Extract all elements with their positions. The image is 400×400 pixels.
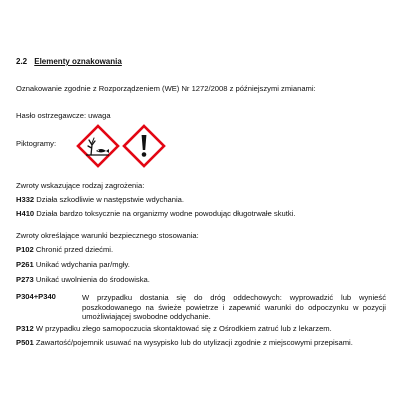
precaution-code: P312: [16, 324, 34, 333]
precaution-code: P501: [16, 338, 34, 347]
precaution-code: P102: [16, 245, 34, 254]
precaution-code: P273: [16, 275, 34, 284]
precaution-text: W przypadku złego samopoczucia skontaktować się z Ośrodkiem zatruć lub z lekarzem.: [35, 324, 332, 333]
hazard-code: H332: [16, 195, 35, 204]
hazard-statement: [16, 210, 295, 219]
precautionary-statement: [16, 246, 113, 255]
hazard-statements-label: Zwroty wskazujące rodzaj zagrożenia:: [16, 181, 145, 190]
pictogram-row: [76, 124, 166, 168]
precautionary-statement: [16, 261, 130, 270]
precaution-text: Unikać wdychania par/mgły.: [35, 260, 130, 269]
precautionary-statement: [16, 339, 353, 348]
hazard-text: Działa bardzo toksycznie na organizmy wodne powodując długotrwałe skutki.: [36, 209, 296, 218]
precautionary-statement: [16, 276, 150, 285]
precaution-text: W przypadku dostania się do dróg oddechowych: wyprowadzić lub wynieść poszkodowanego na świeże powietrze i zapewnić warunki do odpoczynku w pozycji umożliwiającej swobodne oddychanie.: [82, 293, 386, 322]
hazard-text: Działa szkodliwie w następstwie wdychania.: [36, 195, 185, 204]
precaution-text: Chronić przed dziećmi.: [35, 245, 114, 254]
hazard-statement: [16, 196, 184, 205]
precautionary-statements-label: Zwroty określające warunki bezpiecznego stosowania:: [16, 231, 199, 240]
signal-word: Hasło ostrzegawcze: uwaga: [16, 111, 111, 120]
section-number: 2.2: [16, 57, 28, 66]
section-title: Elementy oznakowania: [34, 57, 122, 66]
precautionary-statement: [16, 325, 332, 334]
precaution-text: Zawartość/pojemnik usuwać na wysypisko lub do utylizacji zgodnie z miejscowymi przepisami.: [35, 338, 353, 347]
precaution-code: P304+P340: [16, 292, 56, 301]
hazard-code: H410: [16, 209, 35, 218]
section-heading: [16, 57, 122, 66]
precaution-text: Unikać uwolnienia do środowiska.: [35, 275, 150, 284]
intro-text: Oznakowanie zgodnie z Rozporządzeniem (WE) Nr 1272/2008 z późniejszymi zmianami:: [16, 84, 316, 93]
precautionary-statement: [16, 293, 386, 322]
environment-hazard-icon: [76, 124, 120, 168]
exclamation-mark-icon: [122, 124, 166, 168]
precaution-code: P261: [16, 260, 34, 269]
pictograms-label: Piktogramy:: [16, 139, 57, 148]
